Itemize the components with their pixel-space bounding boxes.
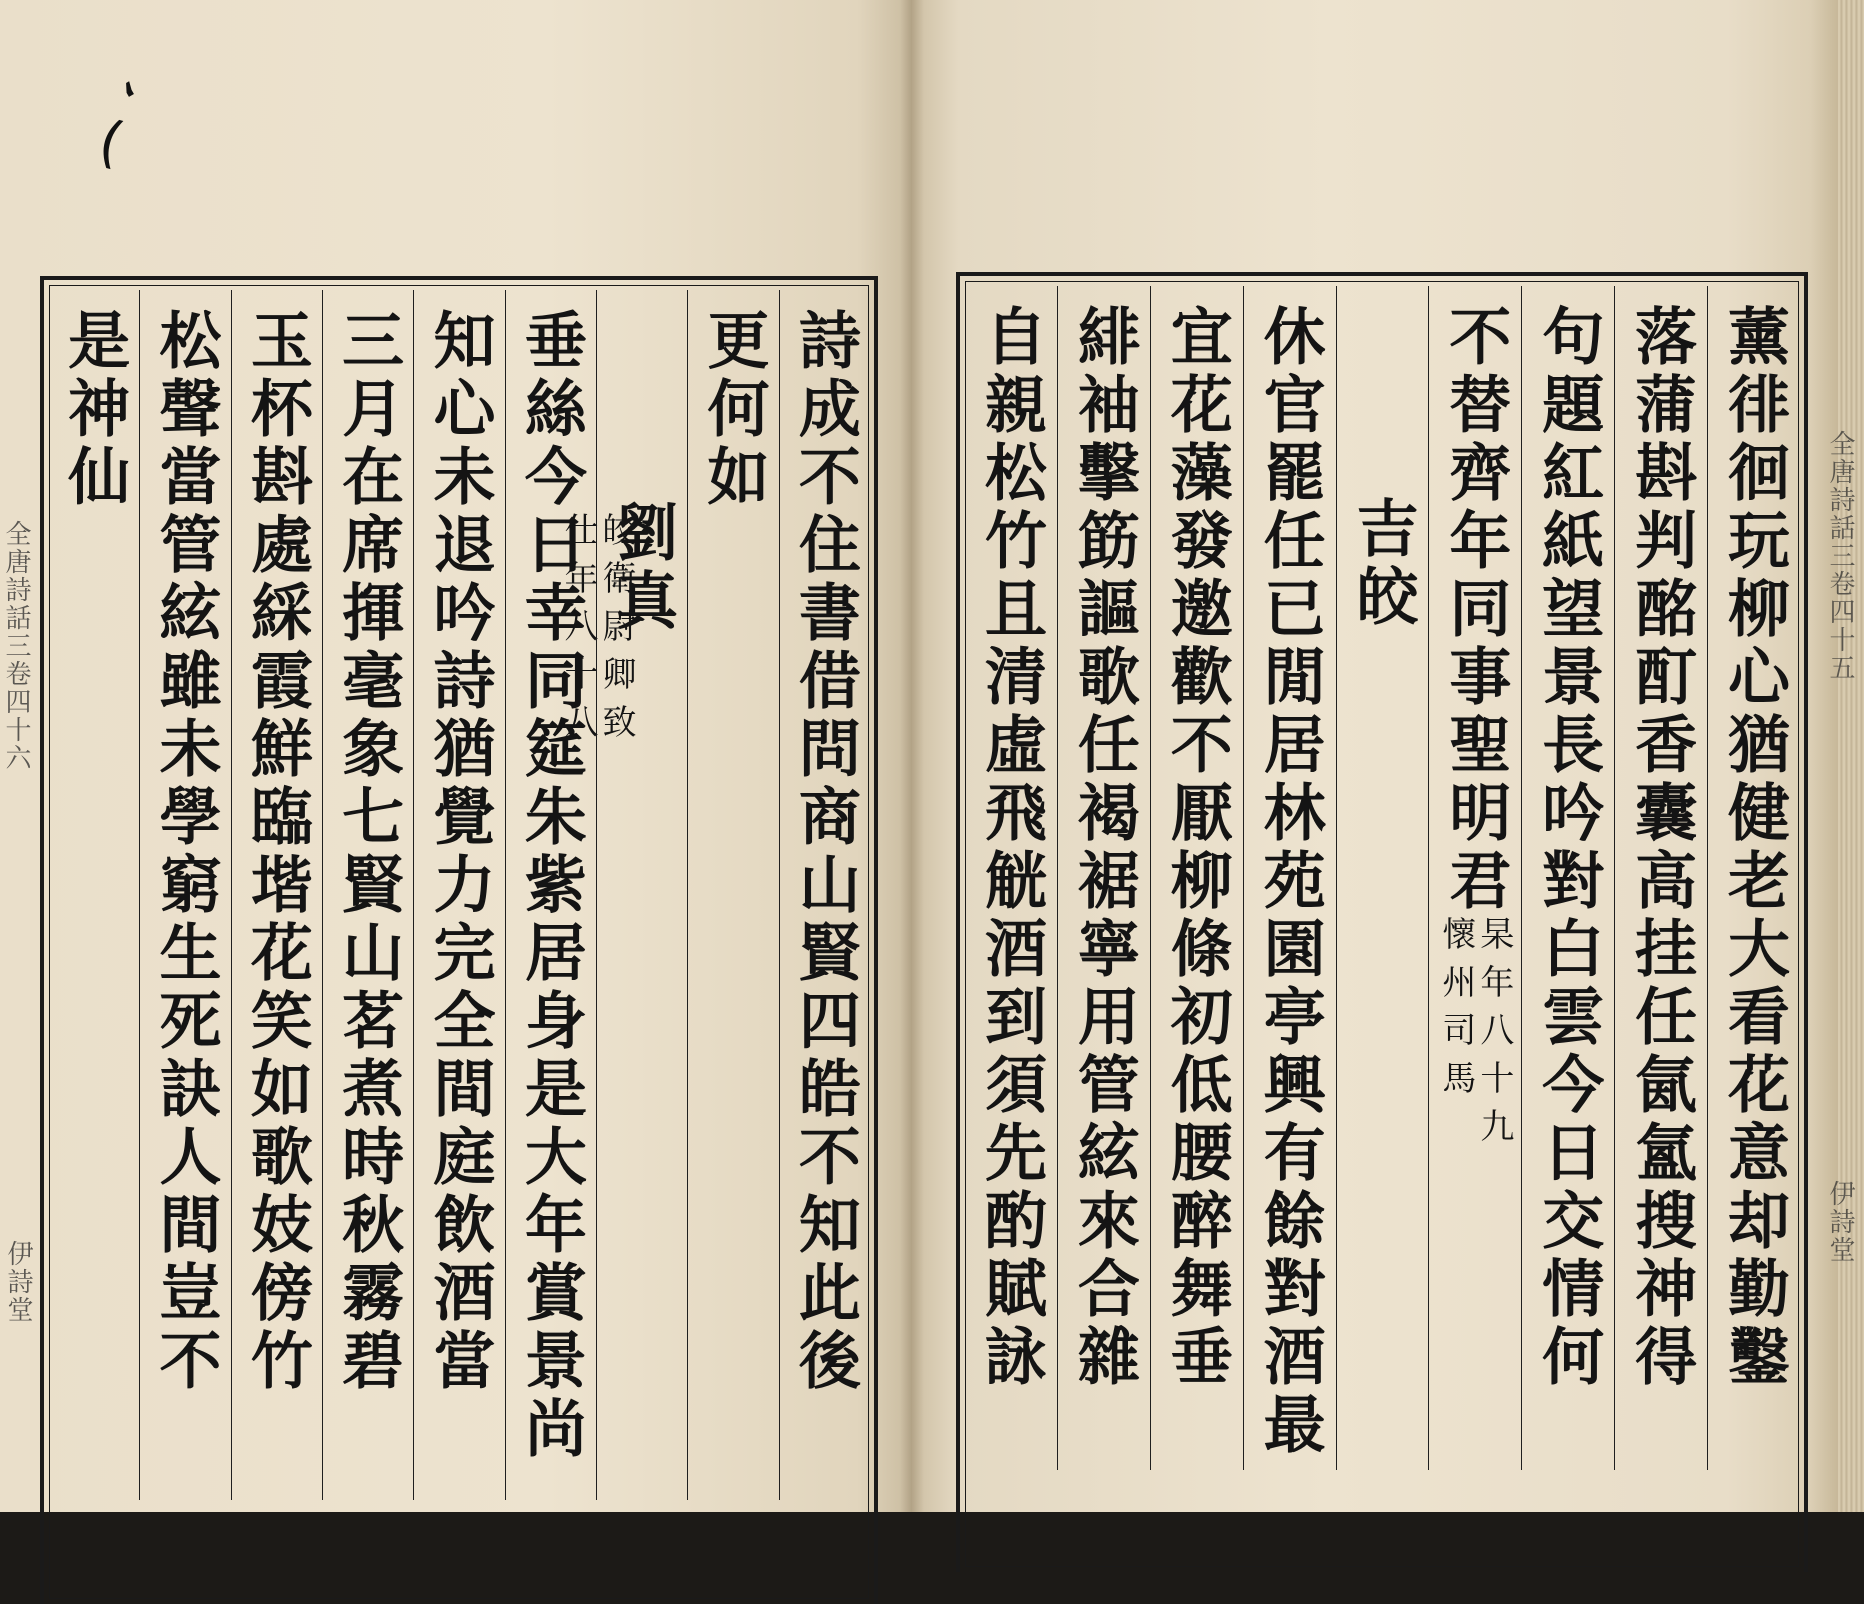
right-column-9 bbox=[964, 286, 1057, 1470]
left-bottom-label: 伊詩堂 bbox=[3, 1240, 33, 1324]
left-margin-label: 全唐詩話三卷四十六 bbox=[1, 520, 31, 772]
column-rule bbox=[1057, 286, 1058, 1470]
column-rule bbox=[596, 290, 597, 1500]
right-column-6 bbox=[1243, 286, 1336, 1470]
column-text: 吉皎 bbox=[1345, 496, 1419, 632]
column-text: 是神仙 bbox=[57, 308, 131, 512]
column-rule bbox=[1336, 286, 1337, 1470]
column-text: 宜花藻發邀歡不厭柳條初低腰醉舞垂 bbox=[1160, 304, 1234, 1392]
left-columns bbox=[48, 290, 870, 1500]
ink-mark: ( bbox=[91, 108, 130, 177]
right-column-1 bbox=[1707, 286, 1800, 1470]
column-text: 詩成不住書借問商山賢四皓不知此後 bbox=[788, 308, 862, 1396]
column-text: 垂絲今日幸同筵朱紫居身是大年賞景尚 bbox=[514, 308, 588, 1464]
column-text: 更何如 bbox=[697, 308, 770, 512]
column-text: 知心未退吟詩猶覺力完全間庭飲酒當 bbox=[422, 308, 496, 1396]
column-rule bbox=[322, 290, 323, 1500]
right-column-7 bbox=[1150, 286, 1243, 1470]
column-text: 玉杯斟處綵霞鮮臨堦花笑如歌妓傍竹 bbox=[240, 308, 314, 1396]
column-text: 劉真 bbox=[605, 500, 679, 636]
column-rule bbox=[1428, 286, 1429, 1470]
annotation-line: 皎衛尉卿致 bbox=[596, 512, 636, 752]
right-margin-label: 全唐詩話三卷四十五 bbox=[1825, 430, 1855, 682]
column-rule bbox=[1243, 286, 1244, 1470]
column-text: 休官罷任已閒居林苑園亭興有餘對酒最 bbox=[1253, 304, 1327, 1460]
column-text: 薰徘徊玩柳心猶健老大看花意却勤鑿 bbox=[1717, 304, 1791, 1392]
column-text: 句題紅紙望景長吟對白雲今日交情何 bbox=[1531, 304, 1605, 1392]
column-text: 三月在席揮毫象七賢山茗煮時秋霧碧 bbox=[331, 308, 405, 1396]
column-text: 緋袖擊筯謳歌任褐裾寧用管絃來合雜 bbox=[1067, 304, 1141, 1392]
book-gutter bbox=[900, 0, 924, 1512]
left-column-6 bbox=[322, 290, 413, 1500]
right-bottom-label: 伊詩堂 bbox=[1825, 1180, 1855, 1264]
right-column-8 bbox=[1057, 286, 1150, 1470]
left-column-9 bbox=[48, 290, 139, 1500]
column-rule bbox=[1150, 286, 1151, 1470]
column-text: 自親松竹且清虛飛觥酒到須先酌賦詠 bbox=[974, 304, 1048, 1392]
annotation-line: 仕年八十八 bbox=[558, 512, 598, 752]
left-column-5 bbox=[413, 290, 504, 1500]
annotation-line: 懷州司馬 bbox=[1435, 916, 1476, 1108]
column-text: 不替齊年同事聖明君 bbox=[1438, 304, 1512, 916]
page-edges bbox=[1838, 0, 1864, 1512]
right-column-4 bbox=[1428, 286, 1521, 1470]
right-columns bbox=[964, 286, 1800, 1470]
annotation bbox=[1435, 916, 1514, 1156]
column-rule bbox=[413, 290, 414, 1500]
annotation-line: 杲年八十九 bbox=[1473, 916, 1514, 1156]
column-rule bbox=[687, 290, 688, 1500]
column-rule bbox=[505, 290, 506, 1500]
annotation bbox=[0, 512, 266, 752]
left-column-3 bbox=[596, 290, 687, 1500]
left-column-4 bbox=[505, 290, 596, 1500]
ink-mark: ʻ bbox=[112, 69, 161, 136]
right-column-5 bbox=[1336, 286, 1429, 1470]
column-text: 落蒲斟判酩酊香囊高挂任氤氳搜神得 bbox=[1624, 304, 1698, 1392]
column-rule bbox=[1707, 286, 1708, 1470]
column-text: 松聲當管絃雖未學窮生死訣人間豈不 bbox=[148, 308, 222, 1396]
